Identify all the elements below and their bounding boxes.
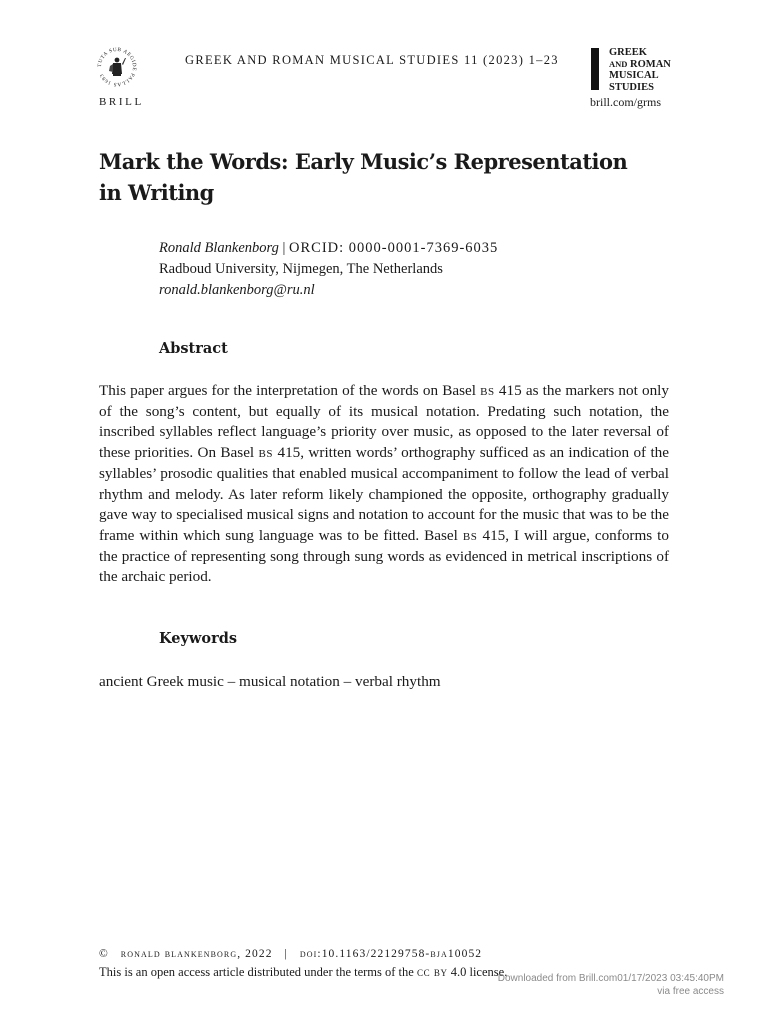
download-stamp-line2: via free access (657, 986, 724, 997)
abstract-part-3: 415, written words’ orthography sufficed as an indication of the syllables’ prosodic qualities that enabled musical accompaniment to follow the lead of verbal rhythm and melody. As later reform likely championed the opposite, orthography gradually gave way to specialised musical signs and notation to account for the music that was to be the frame within which sung language was to be fitted. Basel (99, 444, 669, 544)
copyright-holder: ronald blankenborg, 2022 (120, 948, 273, 960)
doi-link[interactable]: doi:10.1163/22129758-bja10052 (299, 948, 483, 960)
journal-logo-line3: MUSICAL (609, 70, 659, 81)
orcid-value[interactable]: : 0000-0001-7369-6035 (339, 240, 499, 256)
keywords-heading: Keywords (159, 630, 238, 647)
keywords-text: ancient Greek music – musical notation – verbal rhythm (99, 673, 441, 690)
abstract-bs-3: bs (462, 526, 478, 544)
abstract-part-2: 415 as the markers not only of the song’s content, but equally of its musical notation. Predating such notation, the inscribed syllables reflect language’s priority over music, as opposed to the later reversal of these priorities. On Basel (99, 382, 669, 462)
article-title (99, 146, 659, 208)
author-block (159, 238, 498, 301)
download-stamp (487, 972, 724, 998)
author-name: Ronald Blankenborg (159, 240, 279, 256)
copyright-line (99, 948, 482, 960)
license-prefix: This is an open access article distributed under the terms of the (99, 965, 417, 979)
brill-seal-logo (96, 46, 138, 88)
journal-url-link[interactable]: brill.com/grms (590, 95, 661, 109)
author-email-link[interactable]: ronald.blankenborg@ru.nl (159, 282, 315, 298)
journal-citation: GREEK AND ROMAN MUSICAL STUDIES 11 (2023) 1–23 (185, 53, 559, 67)
copyright-separator: | (284, 948, 288, 960)
journal-logo-line1: GREEK (609, 47, 647, 58)
journal-logo-and: AND (609, 58, 628, 69)
author-separator: | (278, 240, 290, 256)
abstract-heading: Abstract (159, 340, 228, 357)
publisher-name: BRILL (99, 96, 144, 108)
abstract-text (99, 381, 669, 588)
journal-logo (609, 47, 671, 93)
abstract-bs-2: bs (258, 444, 274, 462)
article-title-line2: in Writing (99, 180, 214, 205)
license-suffix: 4.0 license. (447, 965, 508, 979)
author-affiliation: Radboud University, Nijmegen, The Netherlands (159, 261, 443, 277)
abstract-bs-1: bs (480, 382, 495, 399)
download-stamp-line1: Downloaded from Brill.com01/17/2023 03:45:40PM (497, 973, 724, 984)
license-line (99, 965, 507, 980)
seal-text: TUTA SUB AEGIDE PALLAS 1683 (96, 46, 138, 88)
abstract-part-4: 415, I will argue, conforms to the practice of representing song through sung words as evidenced in metrical inscriptions of the archaic period. (99, 526, 669, 586)
abstract-part-1: This paper argues for the interpretation of the words on Basel (99, 382, 481, 399)
license-cc-link[interactable]: cc by (416, 965, 448, 979)
article-title-line1: Mark the Words: Early Music’s Representation (99, 149, 628, 174)
journal-logo-line2: ROMAN (630, 58, 671, 70)
journal-logo-bar (591, 48, 599, 90)
orcid-label: ORCID (289, 240, 340, 256)
copyright-symbol: © (99, 948, 109, 960)
journal-logo-line4: STUDIES (609, 81, 654, 93)
